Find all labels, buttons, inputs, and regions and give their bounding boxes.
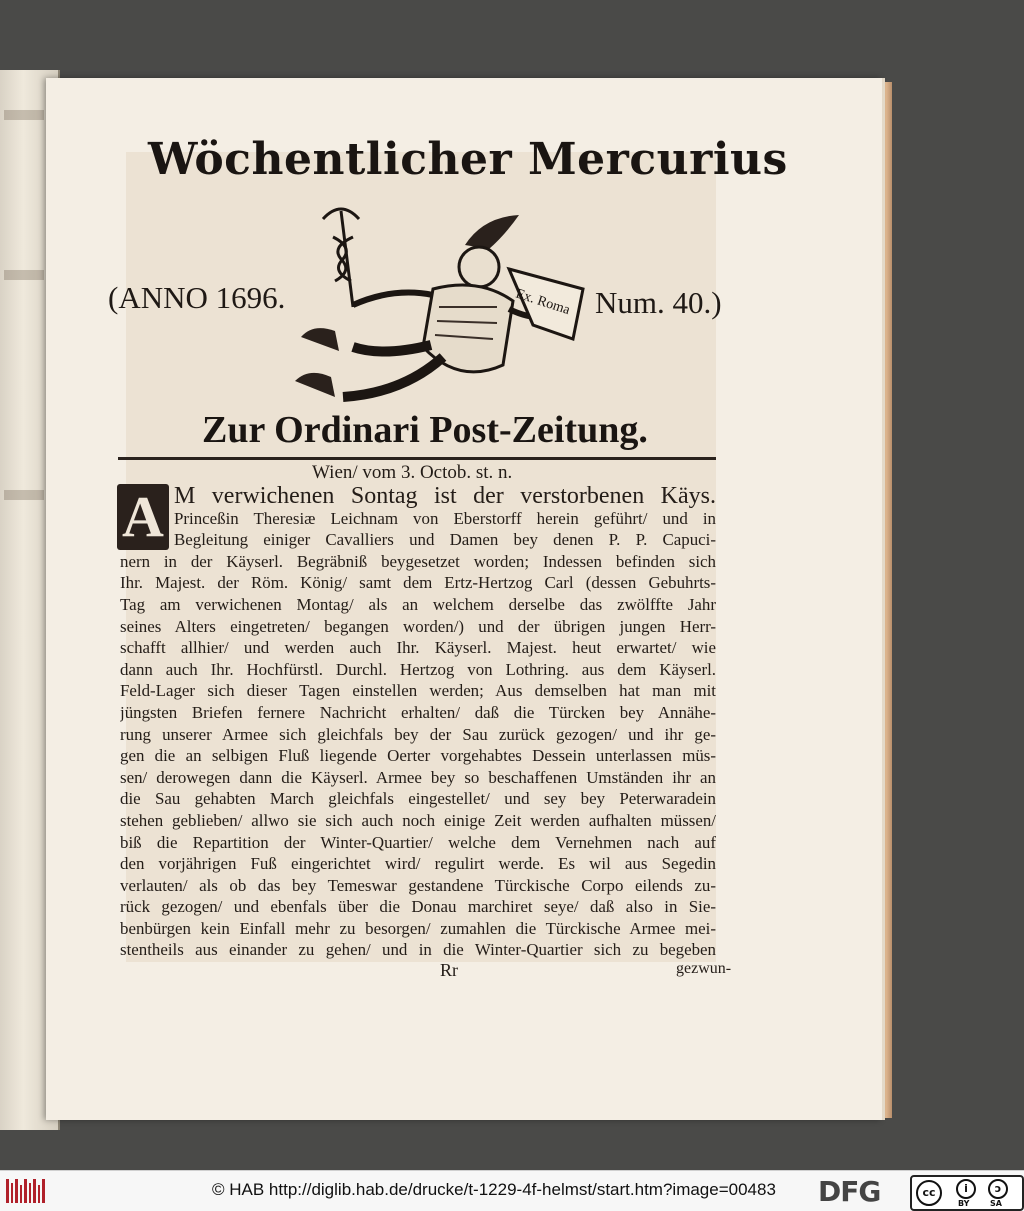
- previous-page-mark: [4, 270, 44, 280]
- scroll-inscription: Ex. Roma: [513, 286, 572, 319]
- sa-label: SA: [990, 1199, 1002, 1208]
- dfg-logo: DFG: [818, 1175, 881, 1208]
- header-rule: [118, 457, 716, 460]
- previous-page-mark: [4, 490, 44, 500]
- article-line: stentheils aus einander zu gehen/ und in die Winter-Quartier sich zu begeben: [120, 940, 716, 960]
- article-line: verlauten/ als ob das bey Temeswar gestandene Türckische Corpo eilends zu-: [120, 875, 716, 895]
- article-line: den vorjährigen Fuß eingerichtet wird/ regulirt werde. Es wil aus Segedin: [120, 854, 716, 874]
- article-line: sen/ derowegen dann die Käyserl. Armee bey so beschaffenen Umständen ihr an: [120, 767, 716, 787]
- article-line: Ihr. Majest. der Röm. König/ samt dem Ertz-Hertzog Carl (dessen Gebuhrts-: [120, 573, 716, 593]
- by-icon: i: [956, 1179, 976, 1199]
- article-dropcap: A: [117, 484, 169, 550]
- article-line: schafft allhier/ und werden auch Ihr. Käyserl. Majest. heut erwartet/ wie: [120, 638, 716, 658]
- article-line: die Sau gehabten March gleichfals eingestellet/ und sey bey Peterwaradein: [120, 789, 716, 809]
- masthead-number: Num. 40.): [595, 285, 722, 320]
- article-dateline: Wien/ vom 3. Octob. st. n.: [312, 462, 513, 483]
- article-line: nern in der Käyserl. Begräbniß beygesetzet worden; Indessen befinden sich: [120, 551, 716, 571]
- article-line: rück gezogen/ und ebenfals über die Donau marchiret seye/ daß also in Sie-: [120, 897, 716, 917]
- article-line: jüngsten Briefen fernere Nachricht erhalten/ daß die Türcken bey Annähe-: [120, 702, 716, 722]
- article-line: Begleitung einiger Cavalliers und Damen bey denen P. P. Capuci-: [174, 530, 716, 550]
- previous-page-mark: [4, 110, 44, 120]
- viewer-footer: [0, 1170, 1024, 1211]
- catchword: gezwun-: [676, 960, 732, 977]
- by-label: BY: [958, 1199, 970, 1208]
- article-body: [120, 486, 716, 961]
- masthead-subtitle: Zur Ordinari Post-Zeitung.: [202, 409, 648, 451]
- article-line: Tag am verwichenen Montag/ als an welchem derselbe das zwölffte Jahr: [120, 594, 716, 614]
- masthead-anno: (ANNO 1696.: [108, 280, 286, 315]
- cc-license-badge[interactable]: [910, 1175, 1024, 1211]
- signature-mark: Rr: [440, 960, 458, 980]
- masthead-title-text: Wöchentlicher Mercurius: [148, 134, 788, 185]
- article-line: Feld-Lager sich dieser Tagen einstellen werden; Aus demselben hat man mit: [120, 681, 716, 701]
- article-line: dann auch Ihr. Hochfürstl. Durchl. Hertzog von Lothring. aus dem Käyserl.: [120, 659, 716, 679]
- cc-icon: cc: [916, 1180, 942, 1206]
- article-line: benbürgen kein Einfall mehr zu besorgen/ zumahlen die Türckische Armee mei-: [120, 918, 716, 938]
- mercury-woodcut-illustration: [283, 197, 613, 429]
- article-line: M verwichenen Sontag ist der verstorbenen Käys.: [174, 486, 716, 508]
- article-line: seines Alters eingetreten/ begangen worden/) und der übrigen jungen Herr-: [120, 616, 716, 636]
- article-line: Princeßin Theresiæ Leichnam von Eberstorff herein geführt/ und in: [174, 508, 716, 528]
- sa-icon: ↄ: [988, 1179, 1008, 1199]
- source-url-link[interactable]: © HAB http://diglib.hab.de/drucke/t-1229-4f-helmst/start.htm?image=00483: [212, 1180, 776, 1199]
- article-line: gen die an selbigen Fluß liegende Oerter vorgehabtes Dessein unterlassen müs-: [120, 746, 716, 766]
- article-line: biß die Repartition der Winter-Quartier/ welche dem Vernehmen nach auf: [120, 832, 716, 852]
- hab-barcode-logo: [6, 1179, 46, 1203]
- article-line: stehen geblieben/ allwo sie sich auch noch einige Zeit werden aufhalten müssen/: [120, 810, 716, 830]
- article-line: rung unserer Armee sich gleichfals bey der Sau zurück gezogen/ und ihr ge-: [120, 724, 716, 744]
